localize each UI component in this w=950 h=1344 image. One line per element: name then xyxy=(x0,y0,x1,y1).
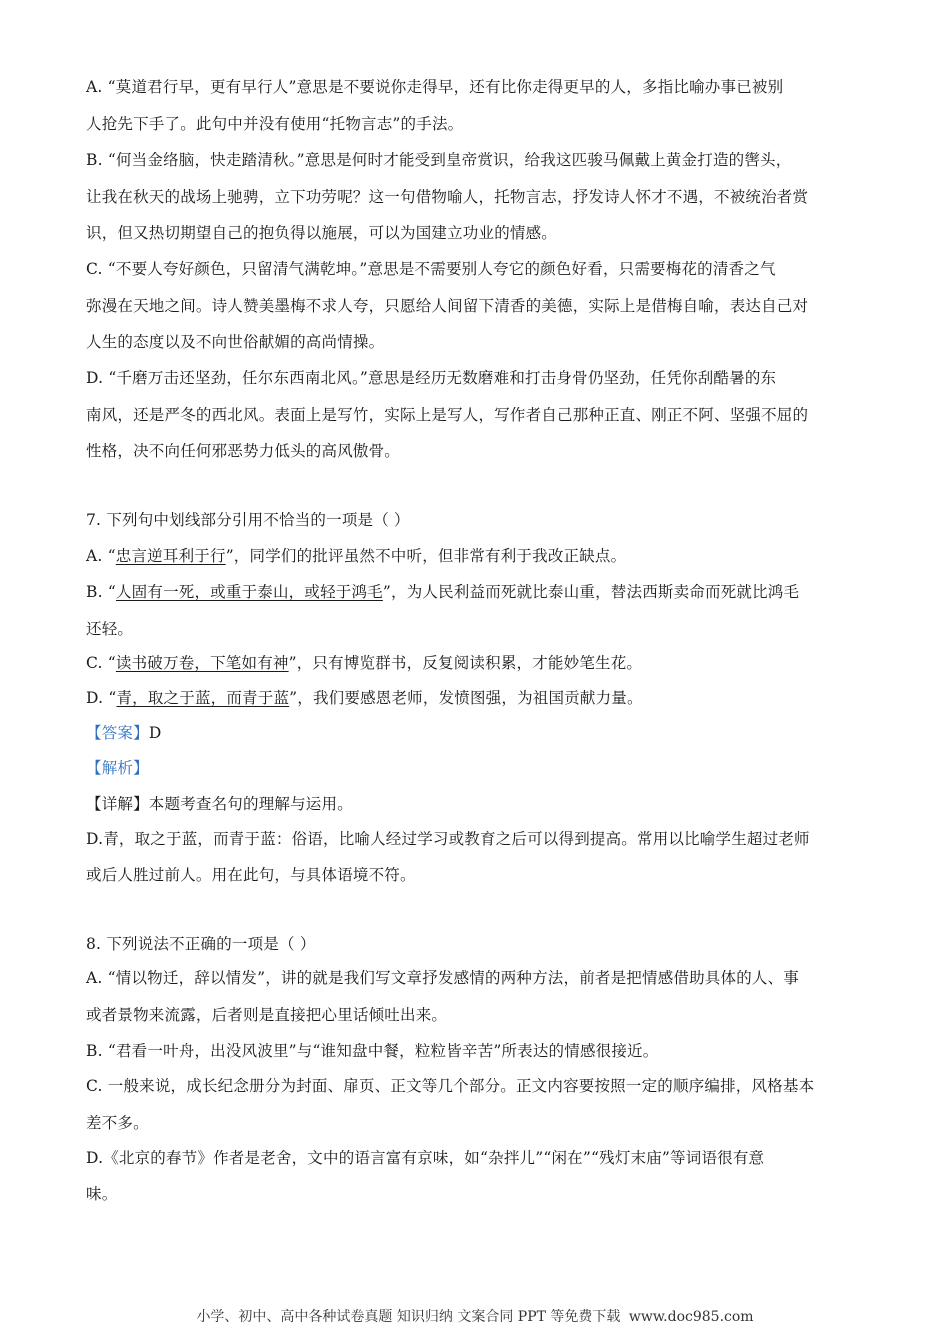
q7-option-c: C. “读书破万卷，下笔如有神”，只有博览群书，反复阅读积累，才能妙笔生花。 xyxy=(86,654,643,672)
q8-option-d-line2: 味。 xyxy=(86,1185,118,1203)
analysis-b-line3: 识，但又热切期望自己的抱负得以施展，可以为国建立功业的情感。 xyxy=(86,224,558,242)
q7-b-underlined: 人固有一死，或重于泰山，或轻于鸿毛 xyxy=(115,583,383,601)
q8-option-a-line1: A. “情以物迁，辞以情发”，讲的就是我们写文章抒发感情的两种方法，前者是把情感借助具体的人、事 xyxy=(86,969,799,987)
q8-option-c-line1: C. 一般来说，成长纪念册分为封面、扉页、正文等几个部分。正文内容要按照一定的顺序编排，风格基本 xyxy=(86,1077,815,1095)
footer-text: 小学、初中、高中各种试卷真题 知识归纳 文案合同 PPT 等免费下载 xyxy=(196,1309,621,1325)
q7-option-b: B. “人固有一死，或重于泰山，或轻于鸿毛”，为人民利益而死就比泰山重，替法西斯卖命而死就比鸿毛 xyxy=(86,583,800,601)
q8-option-a-line2: 或者景物来流露，后者则是直接把心里话倾吐出来。 xyxy=(86,1006,448,1024)
q7-d-underlined: 青，取之于蓝，而青于蓝 xyxy=(116,689,290,707)
q8-option-b: B. “君看一叶舟，出没风波里”与“谁知盘中餐，粒粒皆辛苦”所表达的情感很接近。 xyxy=(86,1042,659,1060)
analysis-b-line2: 让我在秋天的战场上驰骋，立下功劳呢？这一句借物喻人，托物言志，抒发诗人怀才不遇，不被统治者赏 xyxy=(86,188,809,206)
analysis-c-line2: 弥漫在天地之间。诗人赞美墨梅不求人夸，只愿给人间留下清香的美德，实际上是借梅自喻，表达自己对 xyxy=(86,297,809,315)
q7-answer xyxy=(86,723,161,743)
q7-option-b-line2: 还轻。 xyxy=(86,620,134,638)
page-footer xyxy=(0,1306,950,1326)
detail-line: 【详解】本题考查名句的理解与运用。 xyxy=(86,795,353,813)
answer-label: 【答案】 xyxy=(86,724,149,742)
answer-value: D xyxy=(148,724,162,742)
analysis-a-line2: 人抢先下手了。此句中并没有使用“托物言志”的手法。 xyxy=(86,115,464,133)
analysis-b-line1: B. “何当金络脑，快走踏清秋。”意思是何时才能受到皇帝赏识，给我这匹骏马佩戴上黄金打造的辔头， xyxy=(86,151,792,169)
analysis-c-line1: C. “不要人夸好颜色，只留清气满乾坤。”意思是不需要别人夸它的颜色好看，只需要梅花的清香之气 xyxy=(86,260,776,278)
analysis-d-line1: D. “千磨万击还坚劲，任尔东西南北风。”意思是经历无数磨难和打击身骨仍坚劲，任凭你刮酷暑的东 xyxy=(86,369,777,387)
analysis-d-line2: 南风，还是严冬的西北风。表面上是写竹，实际上是写人，写作者自己那种正直、刚正不阿、坚强不屈的 xyxy=(86,406,809,424)
q7-stem: 7. 下列句中划线部分引用不恰当的一项是（ ） xyxy=(86,511,410,529)
q7-a-underlined: 忠言逆耳利于行 xyxy=(115,547,226,565)
q7-option-d: D. “青，取之于蓝，而青于蓝”，我们要感恩老师，发愤图强，为祖国贡献力量。 xyxy=(86,689,643,707)
analysis-d-line3: 性格，决不向任何邪恶势力低头的高风傲骨。 xyxy=(86,442,401,460)
q8-option-c-line2: 差不多。 xyxy=(86,1114,149,1132)
q7-c-underlined: 读书破万卷，下笔如有神 xyxy=(115,654,289,672)
analysis-label: 【解析】 xyxy=(86,759,149,777)
q7-explain-line1: D.青，取之于蓝，而青于蓝：俗语，比喻人经过学习或教育之后可以得到提高。常用以比喻学生超过老师 xyxy=(86,830,810,848)
analysis-a-line1: A. “莫道君行早，更有早行人”意思是不要说你走得早，还有比你走得更早的人，多指比喻办事已被别 xyxy=(86,78,784,96)
analysis-c-line3: 人生的态度以及不向世俗献媚的高尚情操。 xyxy=(86,333,385,351)
q7-explain-line2: 或后人胜过前人。用在此句，与具体语境不符。 xyxy=(86,866,416,884)
q8-option-d-line1: D.《北京的春节》作者是老舍，文中的语言富有京味，如“杂拌儿”“闲在”“残灯末庙”等词语很有意 xyxy=(86,1149,765,1167)
q8-stem: 8. 下列说法不正确的一项是（ ） xyxy=(86,935,316,953)
q7-option-a: A. “忠言逆耳利于行”，同学们的批评虽然不中听，但非常有利于我改正缺点。 xyxy=(86,547,627,565)
footer-url[interactable]: www.doc985.com xyxy=(628,1309,754,1325)
